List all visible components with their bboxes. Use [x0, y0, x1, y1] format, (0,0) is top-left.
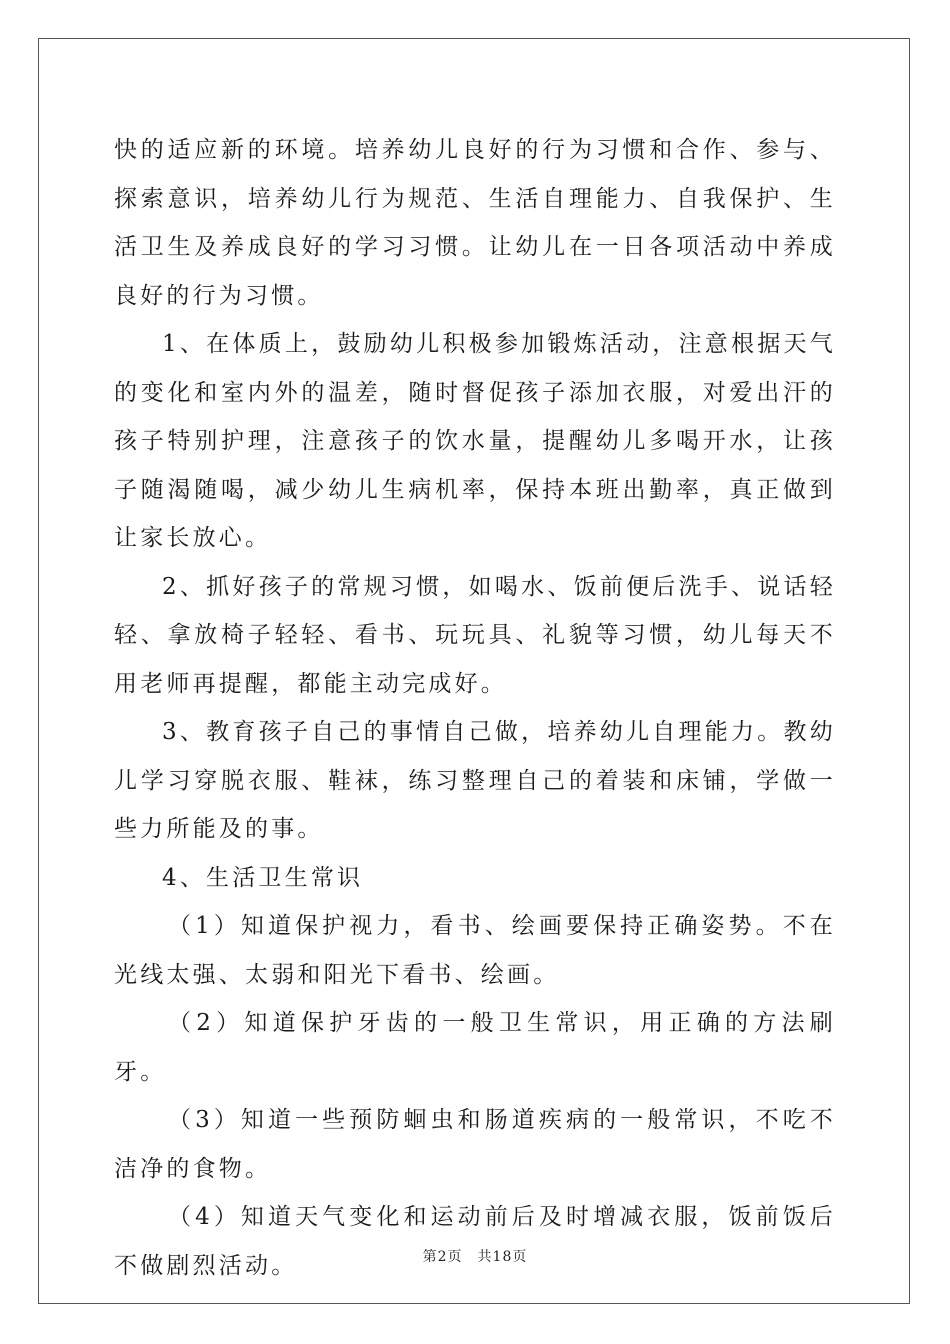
document-body — [114, 126, 836, 1290]
paragraph-subitem-1: （1）知道保护视力，看书、绘画要保持正确姿势。不在光线太强、太弱和阳光下看书、绘画。 — [114, 913, 836, 988]
paragraph-item-3: 3、教育孩子自己的事情自己做，培养幼儿自理能力。教幼儿学习穿脱衣服、鞋袜，练习整理自己的着装和床铺，学做一些力所能及的事。 — [114, 719, 836, 842]
paragraph-item-1: 1、在体质上，鼓励幼儿积极参加锻炼活动，注意根据天气的变化和室内外的温差，随时督促孩子添加衣服，对爱出汗的孩子特别护理，注意孩子的饮水量，提醒幼儿多喝开水，让孩子随渴随喝，减少幼儿生病机率，保持本班出勤率，真正做到让家长放心。 — [114, 331, 836, 551]
page-number-footer: 第2页 共18页 — [422, 1249, 528, 1265]
paragraph-intro-continued: 快的适应新的环境。培养幼儿良好的行为习惯和合作、参与、探索意识，培养幼儿行为规范、生活自理能力、自我保护、生活卫生及养成良好的学习习惯。让幼儿在一日各项活动中养成良好的行为习惯。 — [114, 137, 836, 309]
paragraph-subitem-4: （4）知道天气变化和运动前后及时增减衣服，饭前饭后不做剧烈活动。 — [114, 1204, 836, 1279]
paragraph-subitem-3: （3）知道一些预防蛔虫和肠道疾病的一般常识，不吃不洁净的食物。 — [114, 1107, 836, 1182]
paragraph-item-4-heading: 4、生活卫生常识 — [162, 864, 364, 891]
paragraph-item-2: 2、抓好孩子的常规习惯，如喝水、饭前便后洗手、说话轻轻、拿放椅子轻轻、看书、玩玩具、礼貌等习惯，幼儿每天不用老师再提醒，都能主动完成好。 — [114, 573, 836, 697]
paragraph-subitem-2: （2）知道保护牙齿的一般卫生常识，用正确的方法刷牙。 — [114, 1010, 836, 1085]
